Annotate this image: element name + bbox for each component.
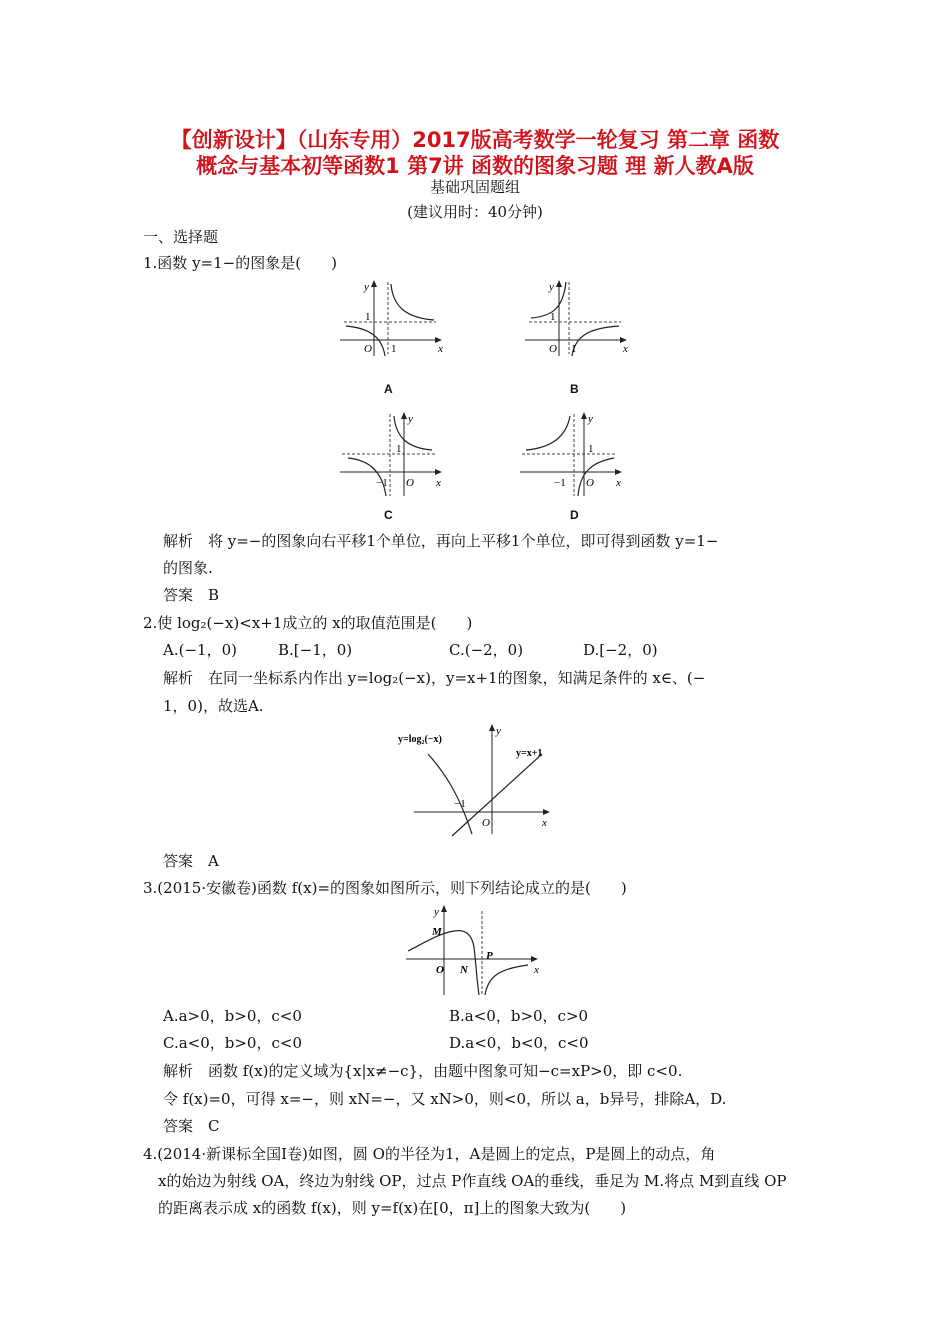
q3-stem: 3.(2015·安徽卷)函数 f(x)=的图象如图所示，则下列结论成立的是( ) [143,879,627,897]
axis-x: x [436,477,441,489]
q1-answer: 答案 B [163,586,220,604]
origin: O [364,343,372,355]
point-m: M [432,926,442,938]
q1-graph-c [338,410,448,500]
axis-y: y [408,413,413,425]
origin: O [482,817,490,829]
origin: O [436,964,444,976]
axis-y: y [496,725,501,737]
axis-y: y [588,413,593,425]
axis-x: x [616,477,621,489]
q3-graph-svg [402,903,547,998]
q2-option-a: A.(−1，0) [163,641,237,659]
q1-label-c: C [384,508,393,522]
tick-1: 1 [365,311,371,323]
q2-analysis-line1: 解析 在同一坐标系内作出 y=log₂(−x)，y=x+1的图象，知满足条件的 x∈、(− [163,669,706,687]
q1-graph-d-svg [518,410,628,500]
q1-label-a: A [384,382,393,396]
q1-graph-c-svg [338,410,448,500]
doc-title-line1: 【创新设计】（山东专用）2017版高考数学一轮复习 第二章 函数 [170,128,780,152]
tick-neg1: −1 [454,798,466,810]
q3-option-a: A.a>0，b>0，c<0 [163,1007,302,1025]
q1-graph-a [338,278,448,358]
q1-analysis-line1: 解析 将 y=−的图象向右平移1个单位，再向上平移1个单位，即可得到函数 y=1− [163,532,719,550]
axis-x: x [623,343,628,355]
point-p: P [486,950,493,962]
origin: O [549,343,557,355]
log-curve-label: y=log₂(−x) [398,734,442,745]
line-label: y=x+1 [516,748,543,759]
q3-analysis-line1: 解析 函数 f(x)的定义域为{x|x≠−c}，由题中图象可知−c=xP>0，即 c<0. [163,1062,683,1080]
q1-label-d: D [570,508,579,522]
axis-x: x [438,343,443,355]
axis-y: y [549,281,554,293]
q2-option-d: D.[−2，0) [583,641,658,659]
q2-option-c: C.(−2，0) [449,641,524,659]
doc-subtitle: 基础巩固题组 [429,178,520,196]
q2-answer: 答案 A [163,852,219,870]
point-n: N [460,964,468,976]
tick-1: 1 [550,311,556,323]
q4-line2: x的始边为射线 OA，终边为射线 OP，过点 P作直线 OA的垂线，垂足为 M.将点 M到直线 OP [158,1172,787,1190]
q3-answer: 答案 C [163,1117,220,1135]
q1-graph-b-svg [523,278,633,358]
q3-option-b: B.a<0，b>0，c>0 [449,1007,589,1025]
doc-title-line2: 概念与基本初等函数1 第7讲 函数的图象习题 理 新人教A版 [196,154,754,178]
tick-1: 1 [588,443,594,455]
q2-analysis-line2: 1，0)，故选A. [163,697,264,715]
q1-stem: 1.函数 y=1−的图象是( ) [143,254,337,272]
q4-line1: 4.(2014·新课标全国Ⅰ卷)如图，圆 O的半径为1，A是圆上的定点，P是圆上的动点，角 [143,1145,716,1163]
q1-graph-b [523,278,633,358]
axis-y: y [364,281,369,293]
q2-graph-svg [392,722,562,837]
axis-x: x [534,964,539,976]
q4-line3: 的距离表示成 x的函数 f(x)，则 y=f(x)在[0，π]上的图象大致为( ) [158,1199,627,1217]
q1-graph-d [518,410,628,500]
tick-1: 1 [391,343,397,355]
origin: O [586,477,594,489]
axis-y: y [434,906,439,918]
section-heading: 一、选择题 [143,228,219,246]
q1-analysis-line2: 的图象. [163,559,213,577]
q3-analysis-line2: 令 f(x)=0，可得 x=−，则 xN=−，又 xN>0，则<0，所以 a，b异号，排除A，D. [163,1090,727,1108]
q3-graph [402,903,547,998]
axis-x: x [542,817,547,829]
tick-neg1: −1 [554,477,566,489]
q2-option-b: B.[−1，0) [278,641,353,659]
tick-1: 1 [396,443,402,455]
origin: O [406,477,414,489]
tick-neg1: −1 [376,477,388,489]
time-note: (建议用时：40分钟) [407,203,543,221]
q3-option-c: C.a<0，b>0，c<0 [163,1034,302,1052]
q3-option-d: D.a<0，b<0，c<0 [449,1034,589,1052]
q1-label-b: B [570,382,579,396]
tick-1: 1 [571,343,577,355]
q2-graph [392,722,562,837]
q2-stem: 2.使 log₂(−x)<x+1成立的 x的取值范围是( ) [143,614,473,632]
q1-graph-a-svg [338,278,448,358]
